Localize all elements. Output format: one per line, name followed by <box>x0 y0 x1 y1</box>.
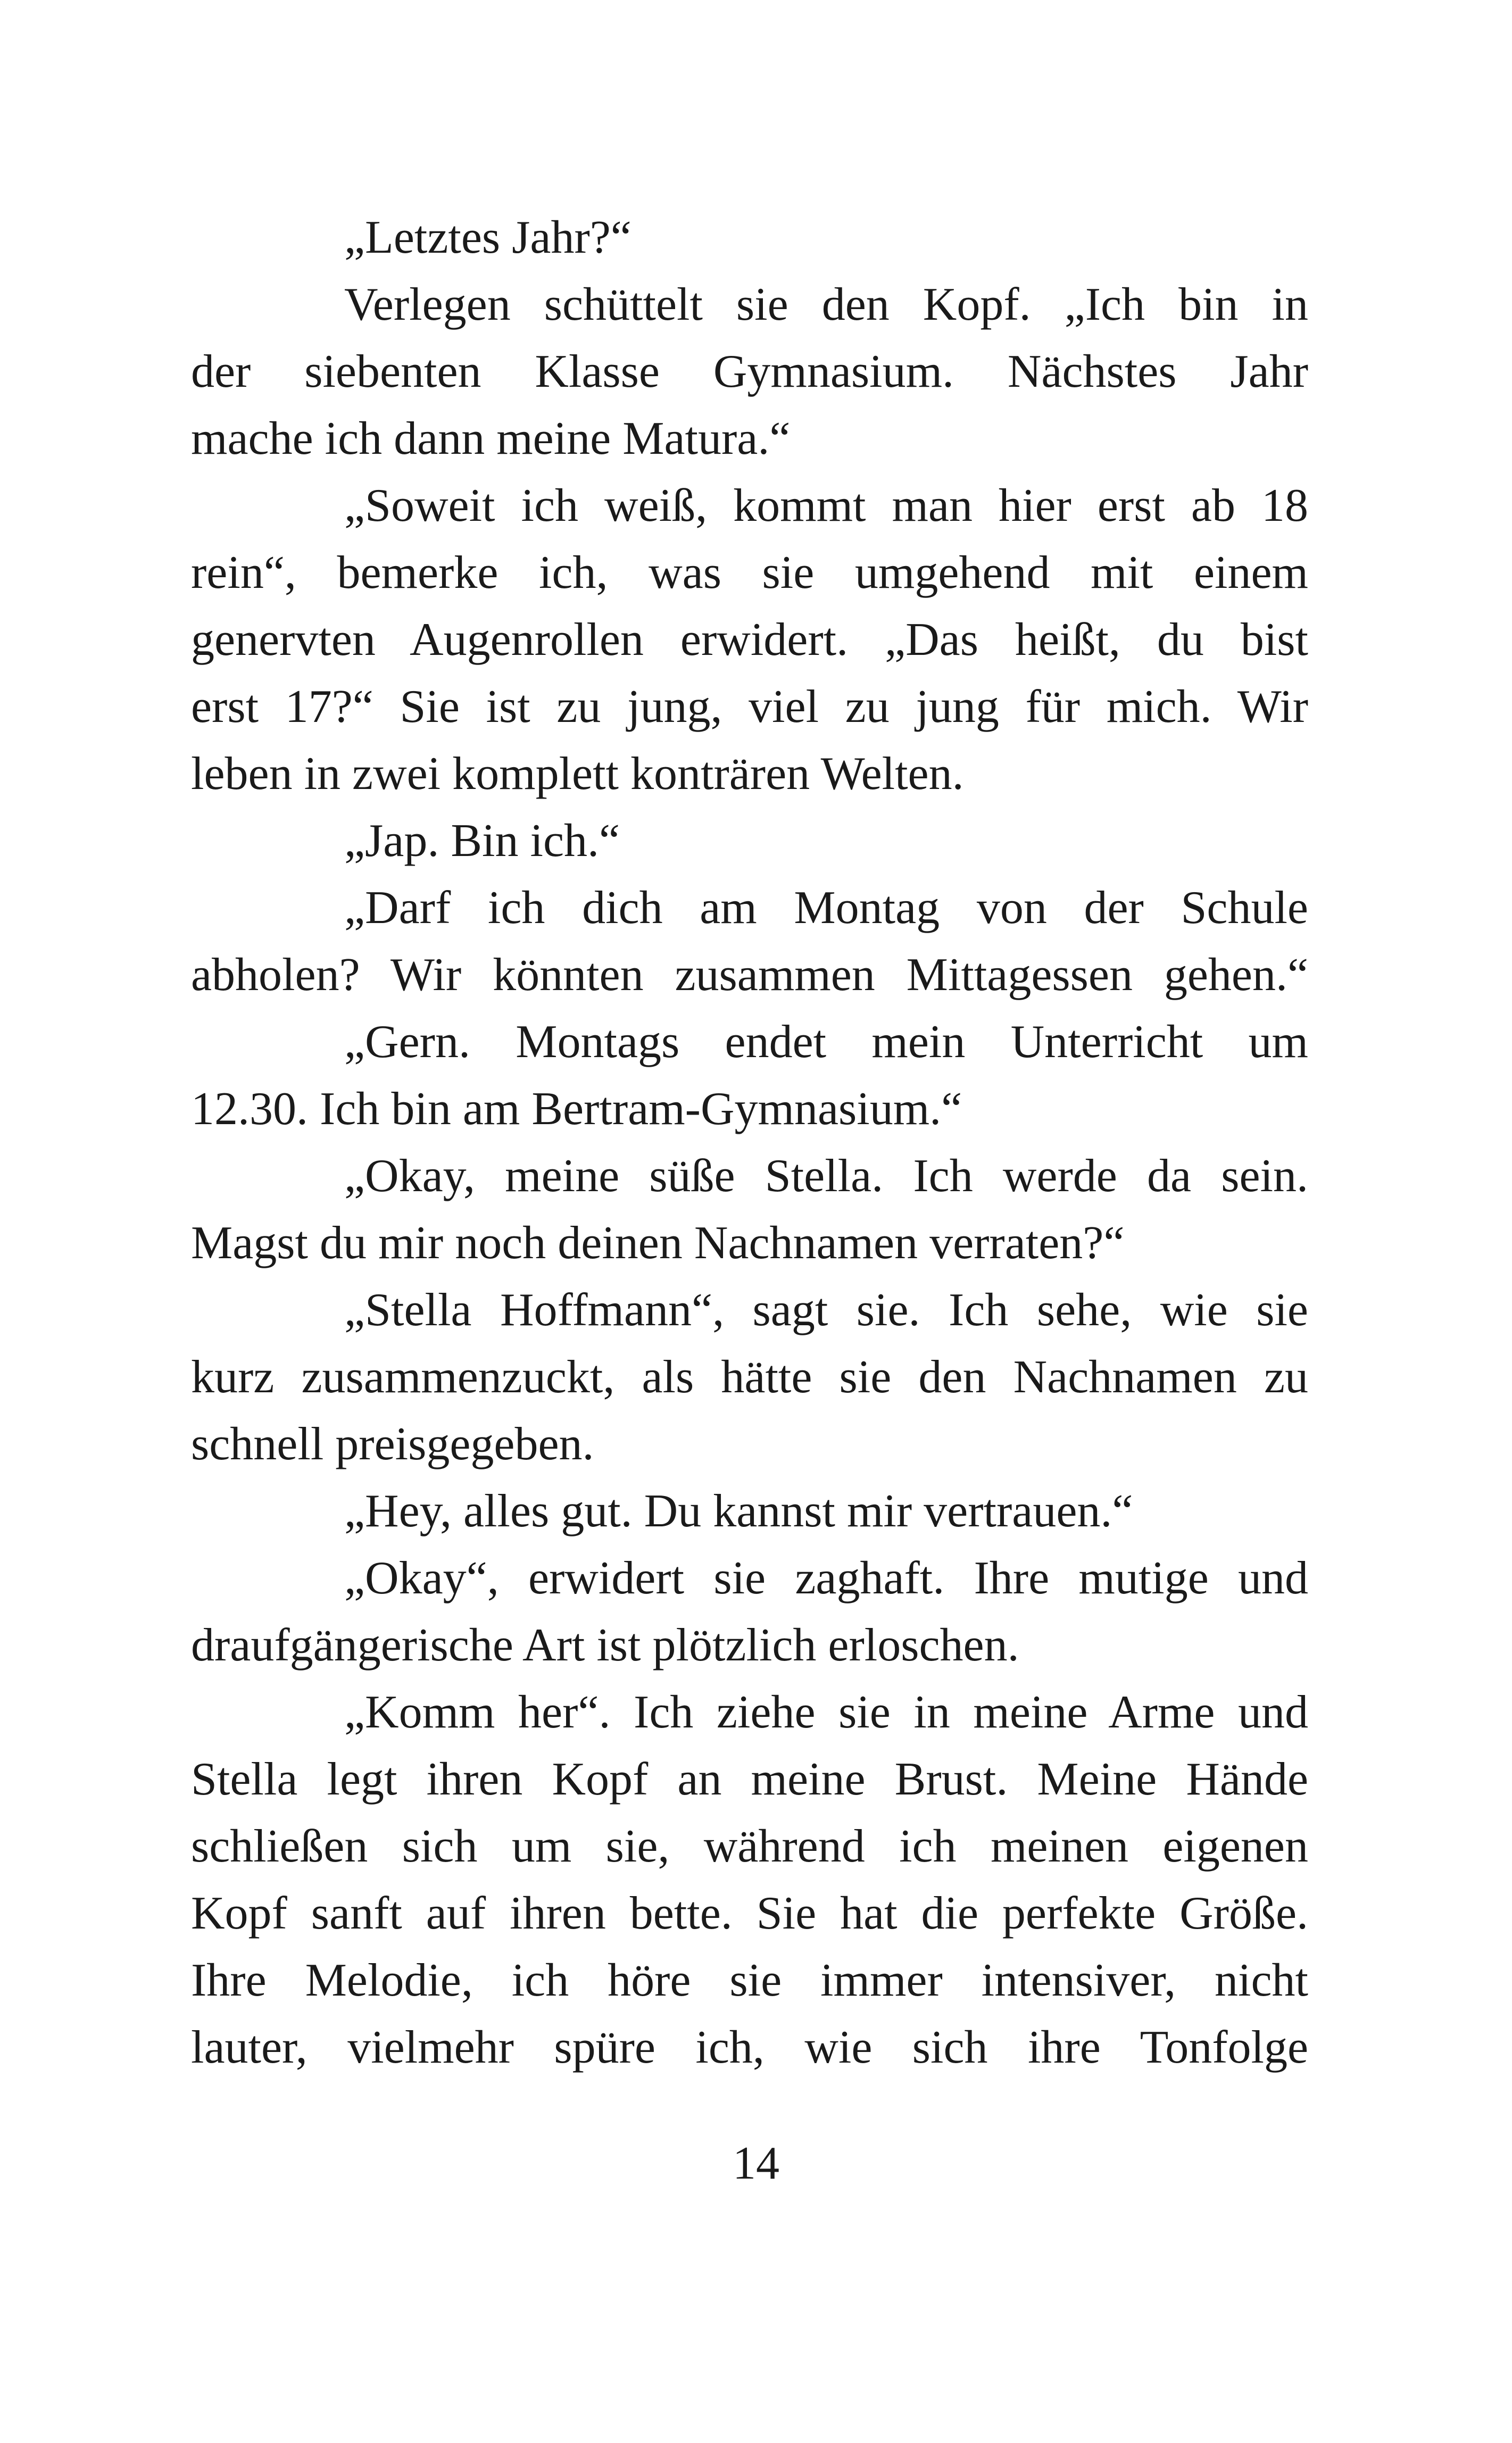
text-line: Verlegen schüttelt sie den Kopf. „Ich bin in <box>344 279 1308 330</box>
text-line: schnell preisgegeben. <box>191 1418 594 1470</box>
text-line: draufgängerische Art ist plötzlich erloschen. <box>191 1619 1019 1671</box>
text-line: „Soweit ich weiß, kommt man hier erst ab 18 <box>344 480 1308 531</box>
text-line: „Jap. Bin ich.“ <box>344 815 620 867</box>
text-line: Magst du mir noch deinen Nachnamen verraten?“ <box>191 1217 1125 1269</box>
text-line: rein“, bemerke ich, was sie umgehend mit einem <box>191 547 1308 599</box>
text-line: erst 17?“ Sie ist zu jung, viel zu jung für mich. Wir <box>191 681 1308 733</box>
text-line: Ihre Melodie, ich höre sie immer intensiver, nicht <box>191 1955 1308 2006</box>
text-line: 12.30. Ich bin am Bertram-Gymnasium.“ <box>191 1083 962 1135</box>
text-line: Stella legt ihren Kopf an meine Brust. Meine Hände <box>191 1754 1308 1805</box>
text-line: „Gern. Montags endet mein Unterricht um <box>344 1016 1308 1068</box>
body-text <box>191 204 1308 2081</box>
text-line: leben in zwei komplett konträren Welten. <box>191 748 964 800</box>
text-line: abholen? Wir könnten zusammen Mittagessen gehen.“ <box>191 949 1308 1001</box>
text-line: „Okay“, erwidert sie zaghaft. Ihre mutige und <box>344 1552 1308 1604</box>
text-line: „Hey, alles gut. Du kannst mir vertrauen.“ <box>344 1485 1133 1537</box>
text-line: Kopf sanft auf ihren bette. Sie hat die perfekte Größe. <box>191 1888 1308 1939</box>
text-line: „Komm her“. Ich ziehe sie in meine Arme und <box>344 1686 1308 1738</box>
text-line: „Letztes Jahr?“ <box>344 212 632 263</box>
text-line: schließen sich um sie, während ich meinen eigenen <box>191 1821 1308 1872</box>
page-number: 14 <box>733 2138 779 2189</box>
text-line: „Darf ich dich am Montag von der Schule <box>344 882 1308 934</box>
text-line: mache ich dann meine Matura.“ <box>191 413 791 464</box>
text-line: lauter, vielmehr spüre ich, wie sich ihre Tonfolge <box>191 2022 1308 2073</box>
text-line: der siebenten Klasse Gymnasium. Nächstes Jahr <box>191 346 1308 397</box>
text-line: kurz zusammenzuckt, als hätte sie den Nachnamen zu <box>191 1351 1308 1403</box>
text-line: genervten Augenrollen erwidert. „Das heißt, du bist <box>191 614 1308 666</box>
text-line: „Stella Hoffmann“, sagt sie. Ich sehe, wie sie <box>344 1284 1308 1336</box>
text-line: „Okay, meine süße Stella. Ich werde da sein. <box>344 1150 1308 1202</box>
